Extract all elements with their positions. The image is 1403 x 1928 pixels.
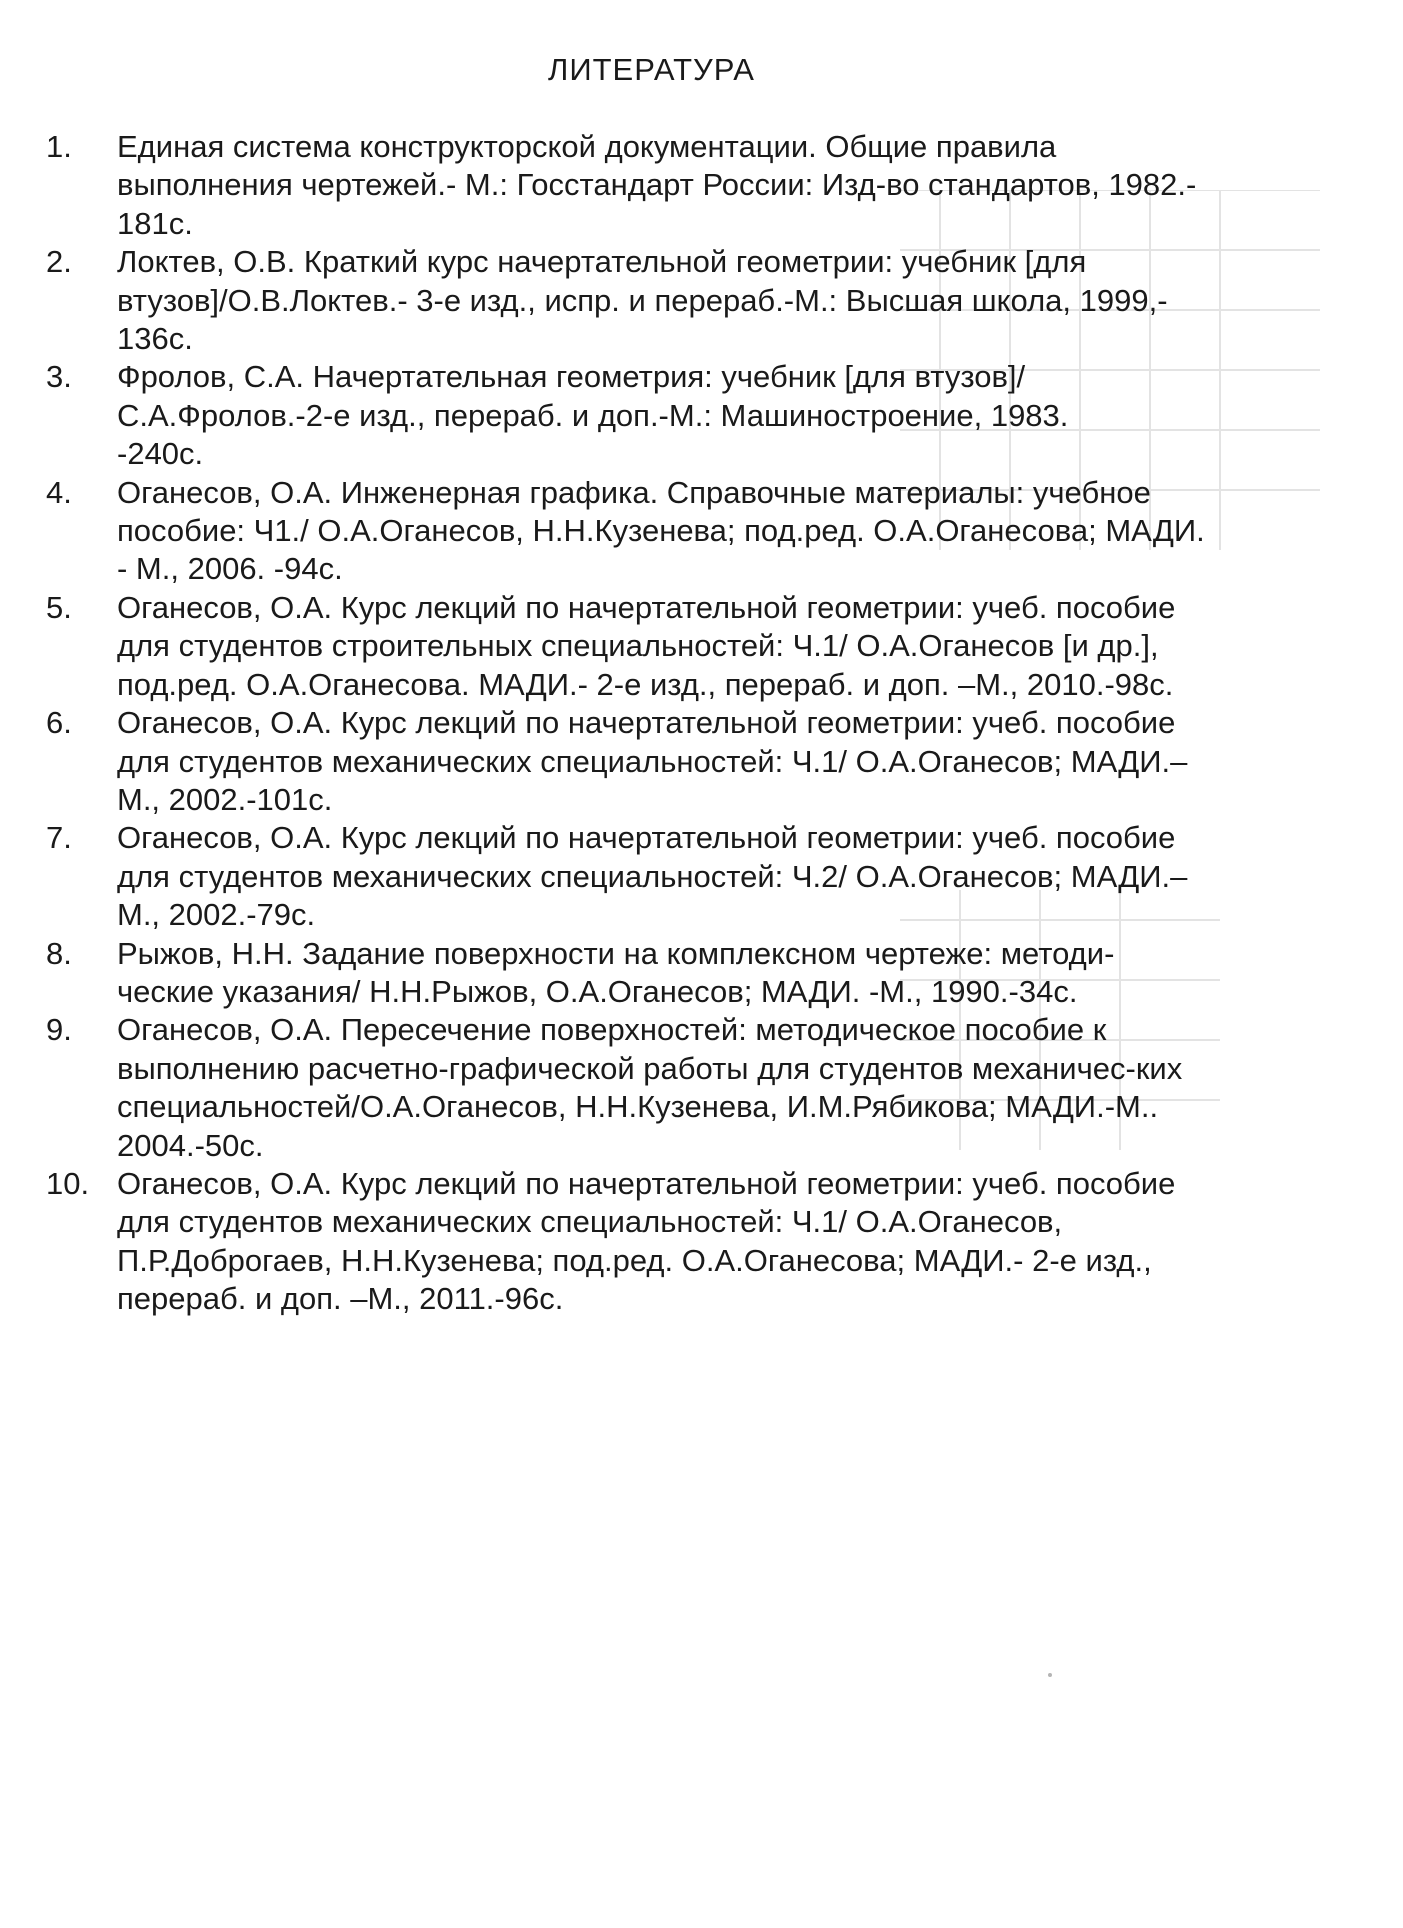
reference-item [46,704,1346,819]
reference-number: 2. [46,244,72,280]
reference-text [117,474,1346,589]
reference-text-line: М., 2002.-79с. [117,897,316,933]
reference-item [46,819,1346,934]
reference-text-line: -240с. [117,436,204,472]
reference-text [117,589,1346,704]
reference-text [117,704,1346,819]
reference-number: 5. [46,589,72,625]
reference-number: 4. [46,474,72,510]
reference-text-line: для студентов механических специальностей: Ч.1/ О.А.Оганесов; МАДИ.– [117,743,1188,779]
reference-item [46,935,1346,1012]
reference-text [117,1165,1346,1319]
reference-number: 1. [46,129,72,164]
reference-text-line: Оганесов, О.А. Курс лекций по начертательной геометрии: учеб. пособие [117,1165,1176,1201]
reference-item [46,474,1346,589]
reference-text-line: Оганесов, О.А. Инженерная графика. Справочные материалы: учебное [117,474,1151,510]
reference-text-line: втузов]/О.В.Локтев.- 3-е изд., испр. и перераб.-М.: Высшая школа, 1999,- [117,282,1168,318]
reference-text-line: - М., 2006. -94с. [117,551,343,587]
reference-text-line: Оганесов, О.А. Пересечение поверхностей: методическое пособие к [117,1012,1107,1048]
reference-text-line: С.А.Фролов.-2-е изд., перераб. и доп.-М.: Машиностроение, 1983. [117,397,1069,433]
reference-number: 7. [46,820,72,856]
reference-text-line: Оганесов, О.А. Курс лекций по начертательной геометрии: учеб. пособие [117,589,1176,625]
reference-text [117,243,1346,358]
reference-item [46,128,1346,243]
reference-text-line: М., 2002.-101с. [117,781,333,817]
reference-text-line: под.ред. О.А.Оганесова. МАДИ.- 2-е изд., перераб. и доп. –М., 2010.-98с. [117,666,1174,702]
reference-item [46,243,1346,358]
reference-text [117,1011,1346,1165]
reference-text-line: Локтев, О.В. Краткий курс начертательной геометрии: учебник [для [117,244,1087,280]
reference-text-line: выполнению расчетно-графической работы для студентов механичес-ких [117,1050,1183,1086]
reference-text-line: перераб. и доп. –М., 2011.-96с. [117,1281,564,1317]
paper-speck [1048,1673,1052,1677]
reference-text-line: Оганесов, О.А. Курс лекций по начертательной геометрии: учеб. пособие [117,820,1176,856]
reference-number: 9. [46,1012,72,1048]
reference-text-line: для студентов механических специальностей: Ч.2/ О.А.Оганесов; МАДИ.– [117,858,1188,894]
reference-text-line: выполнения чертежей.- М.: Госстандарт России: Изд-во стандартов, 1982.- [117,167,1197,203]
reference-text-line: ческие указания/ Н.Н.Рыжов, О.А.Оганесов; МАДИ. -М., 1990.-34с. [117,973,1078,1009]
reference-text-line: П.Р.Доброгаев, Н.Н.Кузенева; под.ред. О.А.Оганесова; МАДИ.- 2-е изд., [117,1242,1152,1278]
reference-text-line: пособие: Ч1./ О.А.Оганесов, Н.Н.Кузенева; под.ред. О.А.Оганесова; МАДИ. [117,513,1205,549]
reference-text-line: 136с. [117,321,193,357]
reference-text-line: для студентов строительных специальностей: Ч.1/ О.А.Оганесов [и др.], [117,628,1159,664]
reference-text [117,819,1346,934]
reference-text-line: специальностей/О.А.Оганесов, Н.Н.Кузенева, И.М.Рябикова; МАДИ.-М.. [117,1089,1159,1125]
reference-item [46,1011,1346,1165]
reference-text-line: 181с. [117,205,193,241]
reference-number: 8. [46,935,72,971]
reference-text-line: Рыжов, Н.Н. Задание поверхности на комплексном чертеже: методи- [117,935,1115,971]
reference-text-line: Фролов, С.А. Начертательная геометрия: учебник [для втузов]/ [117,359,1026,395]
reference-item [46,1165,1346,1319]
reference-text-line: 2004.-50с. [117,1127,264,1163]
reference-text [117,358,1346,473]
page-title: ЛИТЕРАТУРА [547,52,755,87]
reference-item [46,589,1346,704]
reference-number: 3. [46,359,72,395]
reference-number: 10. [46,1165,90,1201]
reference-list [46,128,1346,1319]
reference-item [46,358,1346,473]
reference-number: 6. [46,705,72,741]
reference-text-line: Единая система конструкторской документации. Общие правила [117,129,1057,164]
reference-text-line: Оганесов, О.А. Курс лекций по начертательной геометрии: учеб. пособие [117,705,1176,741]
reference-text-line: для студентов механических специальностей: Ч.1/ О.А.Оганесов, [117,1204,1063,1240]
reference-text [117,128,1346,243]
reference-text [117,935,1346,1012]
